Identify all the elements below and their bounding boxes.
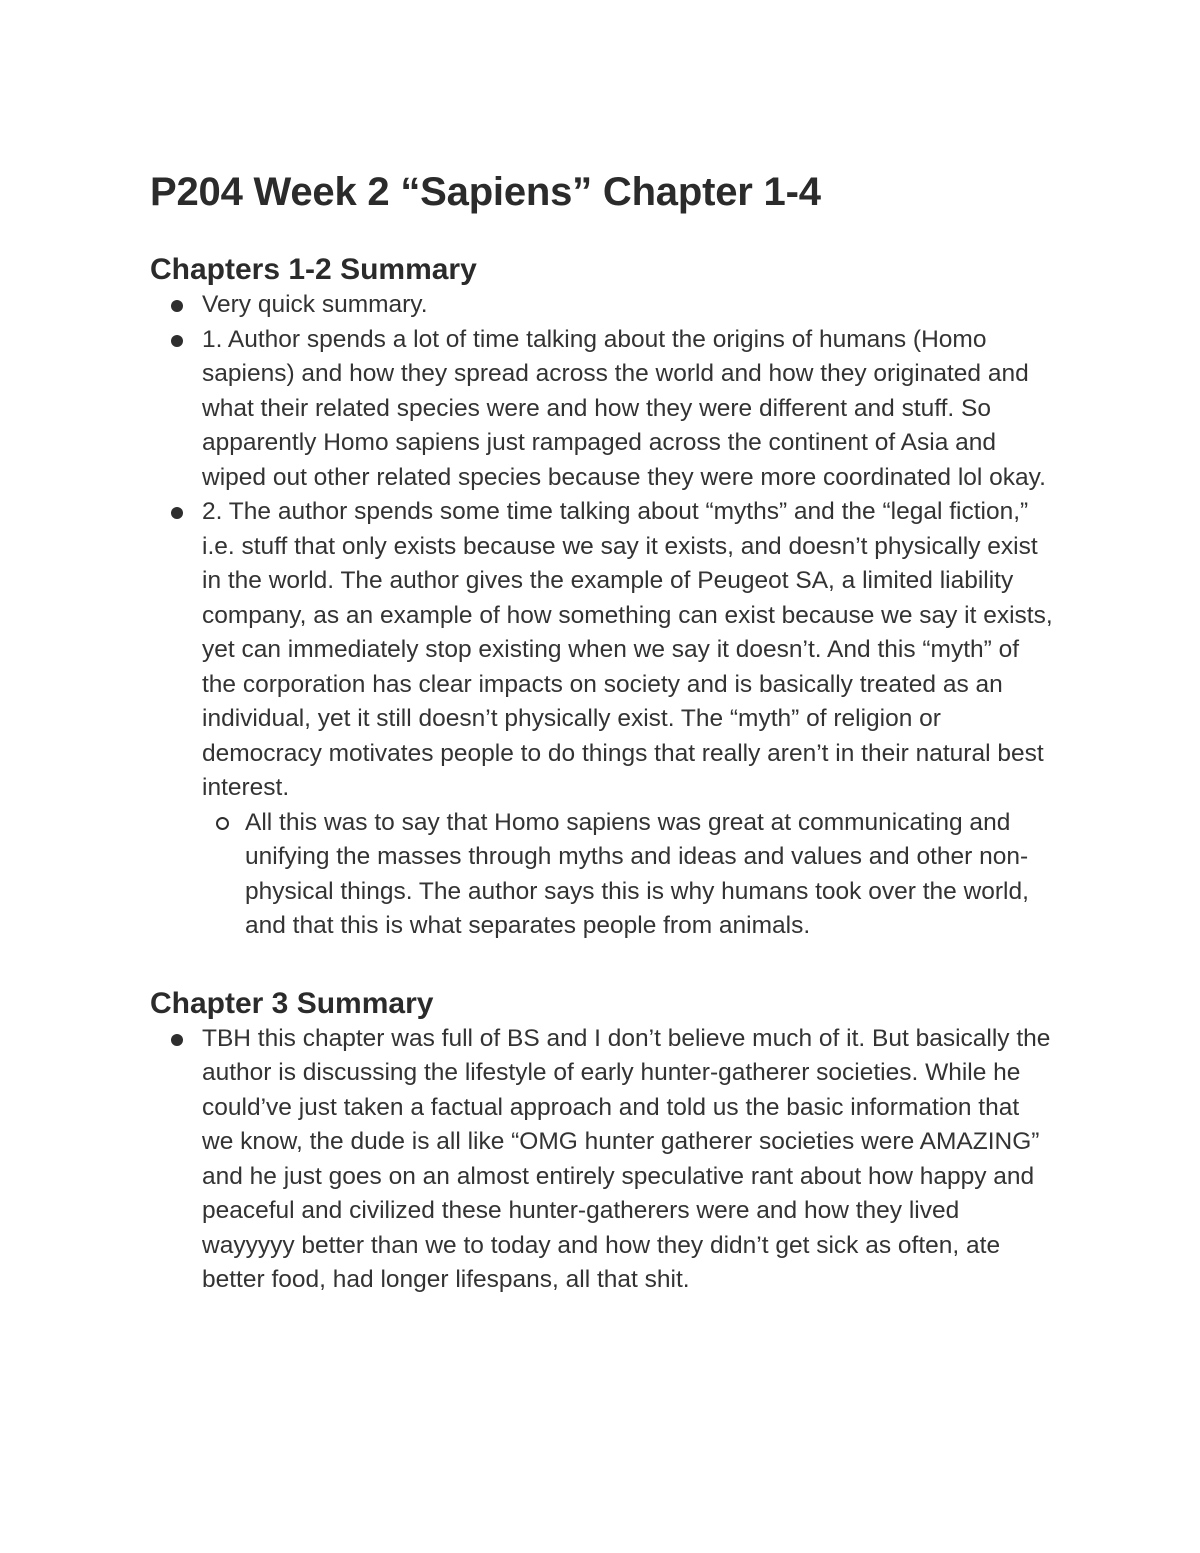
- bullet-dot-icon: [171, 335, 183, 347]
- bullet-list: [150, 288, 1055, 944]
- bullet-dot-icon: [171, 1034, 183, 1046]
- bullet-dot-icon: [171, 507, 183, 519]
- section-chapters-1-2: [150, 252, 1055, 944]
- section-heading: Chapters 1-2 Summary: [150, 253, 477, 286]
- bullet-item: [150, 323, 1055, 496]
- bullet-item: [150, 288, 1055, 323]
- bullet-item: [150, 495, 1055, 944]
- section-chapter-3: [150, 986, 1055, 1298]
- bullet-text: 2. The author spends some time talking about “myths” and the “legal fiction,” i.e. stuff that only exists because we say it exists, and doesn’t physically exist in the world. The author gives the example of Peugeot SA, a limited liability company, as an example of how something can exist because we say it exists, yet can immediately stop existing when we say it doesn’t. And this “myth” of the corporation has clear impacts on society and is basically treated as an individual, yet it still doesn’t physically exist. The “myth” of religion or democracy motivates people to do things that really aren’t in their natural best interest.: [202, 498, 1053, 801]
- bullet-text: 1. Author spends a lot of time talking about the origins of humans (Homo sapiens) and how they spread across the world and how they originated and what their related species were and how they were different and stuff. So apparently Homo sapiens just rampaged across the continent of Asia and wiped out other related species because they were more coordinated lol okay.: [202, 325, 1046, 491]
- bullet-list: [150, 1022, 1055, 1298]
- bullet-text: TBH this chapter was full of BS and I don’t believe much of it. But basically the author is discussing the lifestyle of early hunter-gatherer societies. While he could’ve just taken a factual approach and told us the basic information that we know, the dude is all like “OMG hunter gatherer societies were AMAZING” and he just goes on an almost entirely speculative rant about how happy and peaceful and civilized these hunter-gatherers were and how they lived wayyyyy better than we to today and how they didn’t get sick as often, ate better food, had longer lifespans, all that shit.: [202, 1024, 1051, 1293]
- sub-bullet-list: [202, 806, 1055, 944]
- section-heading: Chapter 3 Summary: [150, 986, 434, 1020]
- bullet-item: [150, 1022, 1055, 1298]
- bullet-dot-icon: [171, 300, 183, 312]
- sub-bullet-text: All this was to say that Homo sapiens was great at communicating and unifying the masses through myths and ideas and values and other non-physical things. The author says this is why humans took over the world, and that this is what separates people from animals.: [245, 808, 1029, 939]
- document-title: P204 Week 2 “Sapiens” Chapter 1-4: [150, 170, 821, 214]
- bullet-circle-icon: [216, 817, 229, 830]
- document-page: [150, 168, 1055, 1298]
- sub-bullet-item: [202, 806, 1055, 944]
- bullet-text: Very quick summary.: [202, 291, 428, 318]
